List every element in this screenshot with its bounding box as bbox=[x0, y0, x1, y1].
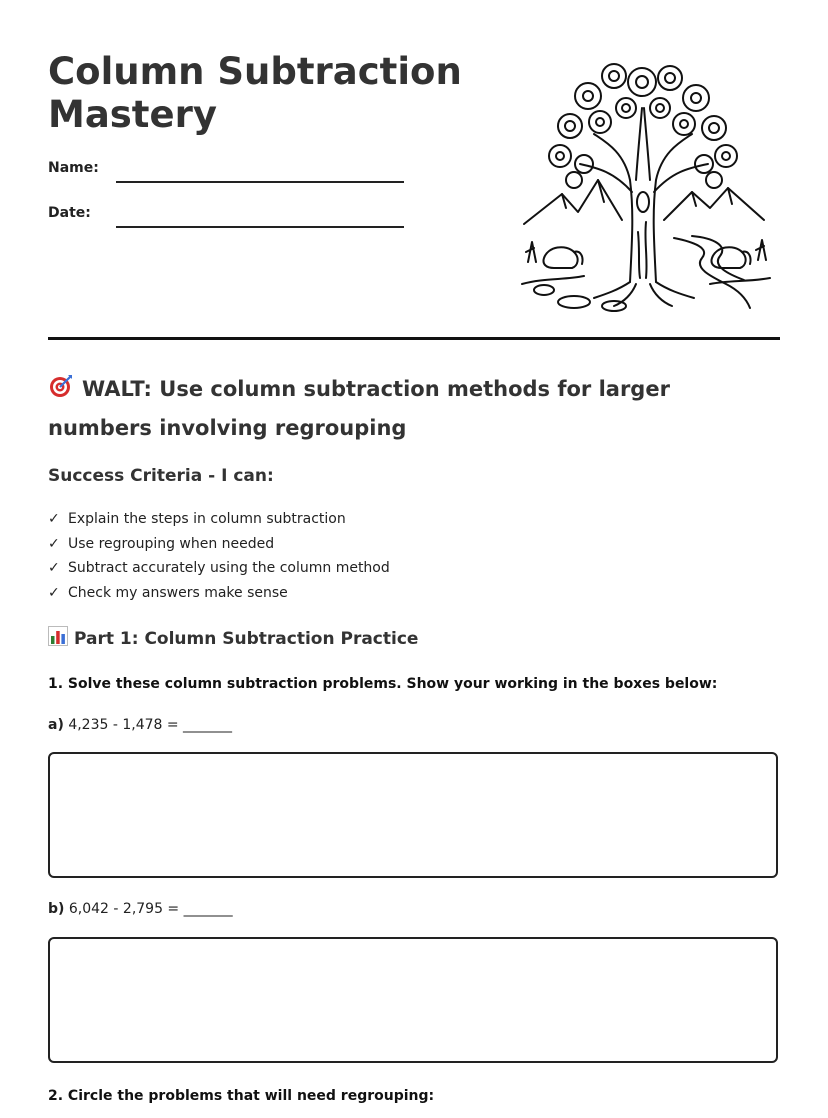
date-label: Date: bbox=[48, 205, 91, 221]
part1-title: Part 1: Column Subtraction Practice bbox=[74, 629, 419, 649]
question-2: 2. Circle the problems that will need regrouping: bbox=[48, 1088, 435, 1104]
walt-heading bbox=[48, 371, 780, 446]
check-icon: ✓ bbox=[48, 560, 60, 577]
working-box-b[interactable] bbox=[48, 937, 778, 1063]
problem-a: a) 4,235 - 1,478 = _______ bbox=[48, 717, 233, 733]
tree-illustration bbox=[514, 52, 776, 312]
problem-b: b) 6,042 - 2,795 = _______ bbox=[48, 901, 233, 917]
check-icon: ✓ bbox=[48, 585, 60, 602]
criteria-item: ✓ Check my answers make sense bbox=[48, 585, 288, 602]
target-dart-icon bbox=[48, 373, 74, 410]
page-title: Column Subtraction Mastery bbox=[48, 50, 462, 136]
criteria-item: ✓ Explain the steps in column subtraction bbox=[48, 511, 346, 527]
success-criteria-list bbox=[48, 509, 390, 608]
check-icon: ✓ bbox=[48, 511, 60, 527]
part1-heading bbox=[48, 626, 418, 651]
success-criteria-title: Success Criteria - I can: bbox=[48, 466, 274, 486]
section-divider bbox=[48, 337, 780, 340]
walt-text: WALT: Use column subtraction methods for larger numbers involving regrouping bbox=[48, 377, 670, 440]
date-field[interactable] bbox=[116, 226, 404, 228]
working-box-a[interactable] bbox=[48, 752, 778, 878]
question-1: 1. Solve these column subtraction problems. Show your working in the boxes below: bbox=[48, 676, 718, 692]
criteria-item: ✓ Subtract accurately using the column method bbox=[48, 560, 390, 577]
criteria-item: ✓ Use regrouping when needed bbox=[48, 535, 275, 552]
check-icon: ✓ bbox=[48, 535, 60, 552]
name-field[interactable] bbox=[116, 181, 404, 183]
bar-chart-icon bbox=[48, 626, 68, 651]
name-label: Name: bbox=[48, 160, 99, 176]
